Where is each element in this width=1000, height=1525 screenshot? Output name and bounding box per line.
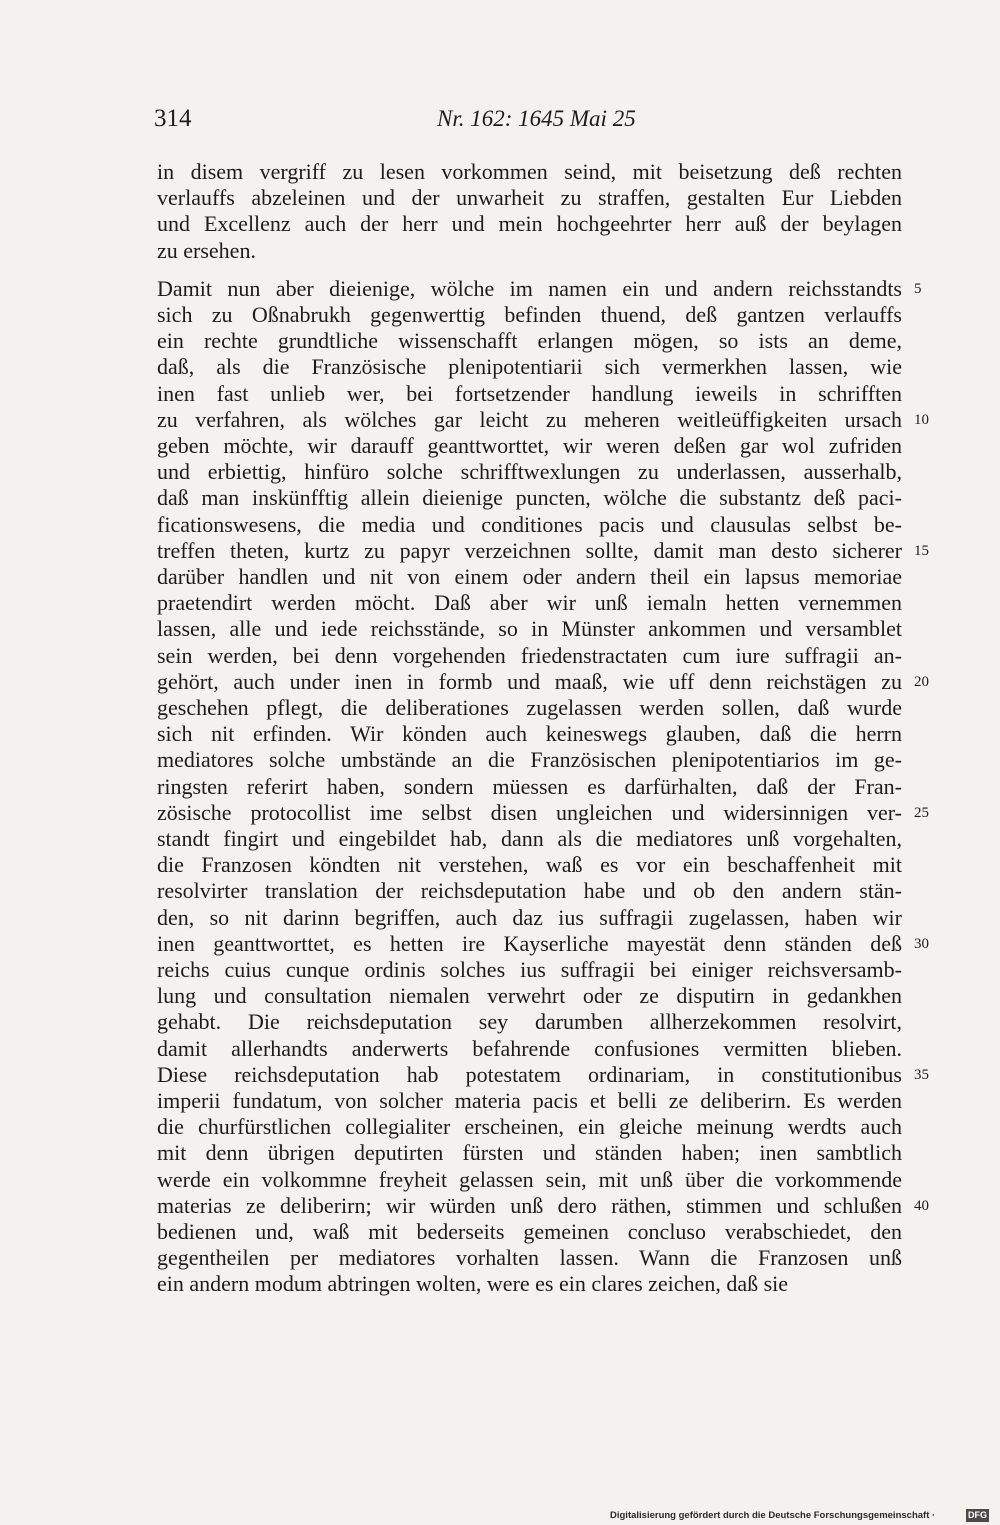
text-line: mediatores solche umbstände an die Französischen plenipotentiarios im ge-: [157, 747, 902, 773]
text-line: zu ersehen.: [157, 237, 256, 263]
text-line: daß, als die Französische plenipotentiarii sich vermerkhen lassen, wie: [157, 354, 902, 380]
text-line: ein andern modum abtringen wolten, were es ein clares zeichen, daß sie: [157, 1271, 789, 1297]
text-line: imperii fundatum, von solcher materia pacis et belli ze deliberirn. Es werden: [157, 1088, 902, 1113]
text-line: zu verfahren, als wölches gar leicht zu meheren weitleüffigkeiten ursach: [157, 406, 902, 432]
text-line: werde ein volkommne freyheit gelassen sein, mit unß über die vorkommende: [157, 1166, 902, 1192]
dfg-logo: DFG: [968, 1510, 987, 1520]
text-line: damit allerhandts anderwerts befahrende confusiones vermitten blieben.: [157, 1035, 902, 1061]
text-line: in disem vergriff zu lesen vorkommen seind, mit beisetzung deß rechten: [157, 159, 902, 184]
text-line: materias ze deliberirn; wir würden unß dero räthen, stimmen und schlußen: [157, 1192, 902, 1218]
text-line: mit denn übrigen deputirten fürsten und ständen haben; inen sambtlich: [157, 1140, 902, 1166]
line-number: 10: [914, 411, 929, 428]
text-line: zösische protocollist ime selbst disen ungleichen und widersinnigen ver-: [157, 799, 902, 825]
text-line: lung und consultation niemalen verwehrt oder ze disputirn in gedankhen: [157, 983, 902, 1009]
text-line: ein rechte grundtliche wissenschafft erlangen mögen, so ists an deme,: [157, 328, 902, 354]
text-line: Diese reichsdeputation hab potestatem ordinariam, in constitutionibus: [157, 1061, 902, 1087]
line-number: 5: [914, 280, 922, 297]
footer-credit-text: Digitalisierung gefördert durch die Deutsche Forschungsgemeinschaft: [610, 1510, 930, 1521]
line-number: 25: [914, 804, 929, 821]
text-line: treffen theten, kurtz zu papyr verzeichnen sollte, damit man desto sicherer: [157, 537, 902, 563]
text-line: inen fast unlieb wer, bei fortsetzender handlung ieweils in schrifften: [157, 380, 902, 406]
line-number: 20: [914, 673, 929, 690]
text-line: die Franzosen köndten nit verstehen, waß es vor ein beschaffenheit mit: [157, 852, 902, 878]
text-line: resolvirter translation der reichsdeputation habe und ob den andern stän-: [157, 878, 902, 904]
line-number: 40: [914, 1197, 929, 1214]
text-line: gehört, auch under inen in formb und maaß, wie uff denn reichstägen zu: [157, 668, 902, 694]
text-line: sich nit erfinden. Wir könden auch keineswegs glauben, daß die herrn: [157, 721, 902, 747]
text-line: bedienen und, waß mit bederseits gemeinen concluso verabschiedet, den: [157, 1219, 902, 1244]
text-line: verlauffs abzeleinen und der unwarheit zu straffen, gestalten Eur Liebden: [157, 185, 902, 211]
text-line: und erbiettig, hinfüro solche schrifftwexlungen zu underlassen, ausserhalb,: [157, 459, 902, 485]
line-number: 15: [914, 542, 929, 559]
page-number: 314: [154, 105, 192, 132]
text-line: geschehen pflegt, die deliberationes zugelassen werden sollen, daß wurde: [157, 695, 902, 720]
text-line: sein werden, bei denn vorgehenden friedenstractaten cum iure suffragii an-: [157, 642, 902, 668]
footer-separator: ·: [932, 1510, 936, 1521]
text-line: Damit nun aber dieienige, wölche im namen ein und andern reichsstandts: [157, 275, 902, 301]
text-line: darüber handlen und nit von einem oder andern theil ein lapsus memoriae: [157, 564, 902, 589]
text-line: ringsten referirt haben, sondern müessen es darfürhalten, daß der Fran-: [157, 773, 902, 799]
text-line: standt fingirt und eingebildet hab, dann als die mediatores unß vorgehalten,: [157, 826, 902, 851]
text-line: inen geanttworttet, es hetten ire Kayserliche mayestät denn ständen deß: [157, 930, 902, 956]
text-line: ficationswesens, die media und conditiones pacis und clausulas selbst be-: [157, 511, 902, 537]
line-number: 30: [914, 935, 929, 952]
text-line: sich zu Oßnabrukh gegenwerttig befinden thuend, deß gantzen verlauffs: [157, 302, 902, 327]
running-title: Nr. 162: 1645 Mai 25: [437, 106, 636, 131]
text-line: praetendirt werden möcht. Daß aber wir unß iemaln hetten vernemmen: [157, 590, 902, 616]
text-line: den, so nit darinn begriffen, auch daz ius suffragii zugelassen, haben wir: [157, 904, 902, 930]
footer-credit: [610, 1510, 935, 1522]
text-line: die churfürstlichen collegialiter erscheinen, ein gleiche meinung werdts auch: [157, 1114, 902, 1140]
line-number: 35: [914, 1066, 929, 1083]
text-line: und Excellenz auch der herr und mein hochgeehrter herr auß der beylagen: [157, 211, 902, 237]
text-line: lassen, alle und iede reichsstände, so in Münster ankommen und versamblet: [157, 616, 902, 642]
text-line: gehabt. Die reichsdeputation sey darumben allherzekommen resolvirt,: [157, 1009, 902, 1035]
text-line: gegentheilen per mediatores vorhalten lassen. Wann die Franzosen unß: [157, 1245, 902, 1271]
text-line: reichs cuius cunque ordinis solches ius suffragii bei einiger reichsversamb-: [157, 957, 902, 982]
text-line: daß man inskünfftig allein dieienige puncten, wölche die substantz deß paci-: [157, 485, 902, 511]
text-line: geben möchte, wir darauff geanttworttet, wir weren deßen gar wol zufriden: [157, 433, 902, 458]
